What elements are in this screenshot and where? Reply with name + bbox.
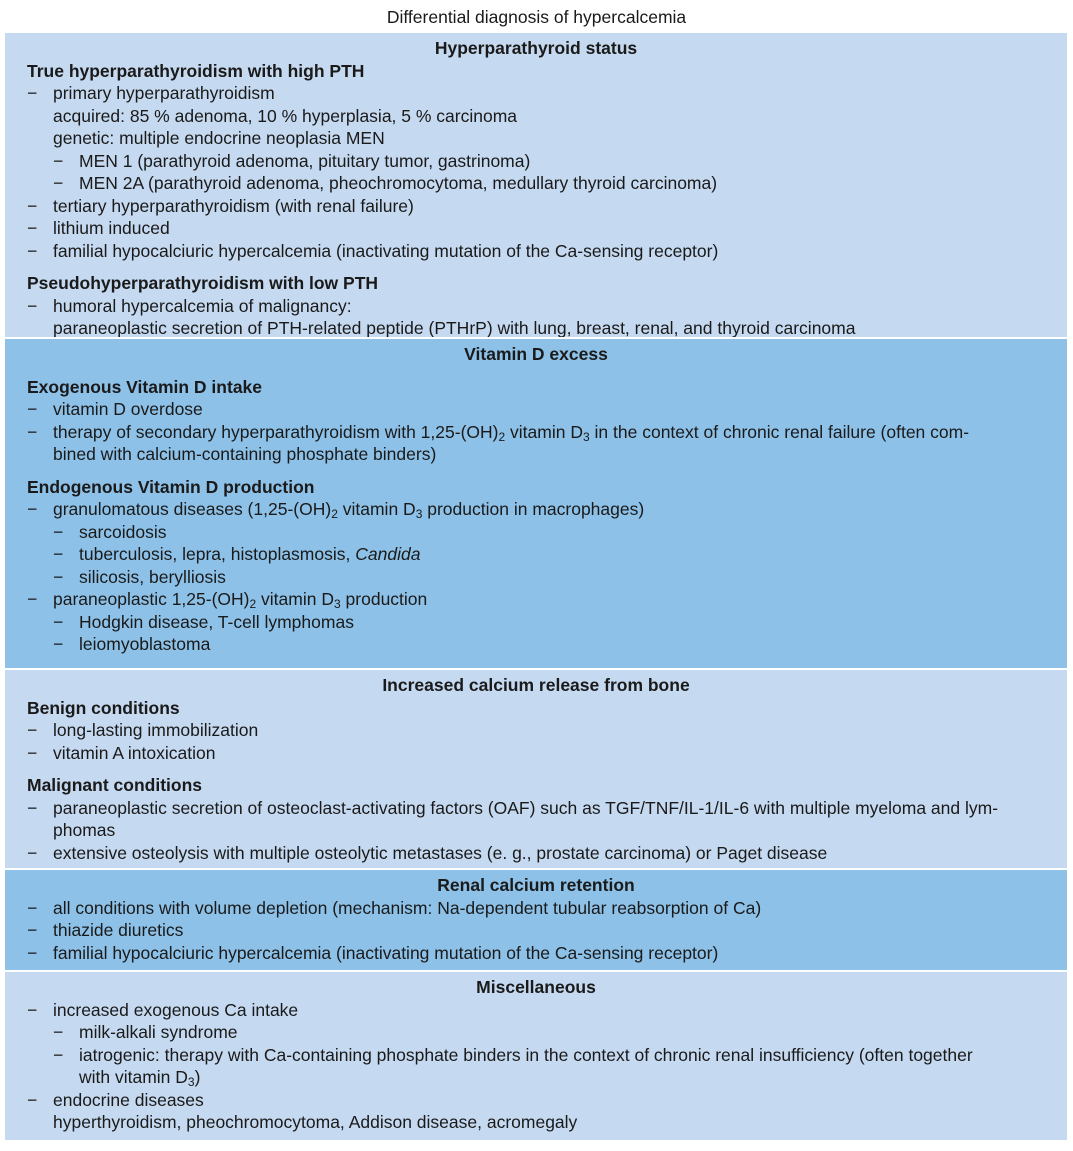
table-title: Differential diagnosis of hypercalcemia	[386, 7, 687, 27]
sub-list-item: − sarcoidosis	[53, 521, 167, 542]
list-item: − paraneoplastic $1,25-(OH)_2$ vitamin $D_3$ production	[27, 589, 428, 611]
list-item: − thiazide diuretics	[27, 920, 184, 940]
section-title: Renal calcium retention	[437, 875, 635, 895]
list-item: − therapy of secondary hyperparathyroidism with $1,25-(OH)_2$ vitamin $D_3$ in the context of chronic renal failure (often com-	[27, 421, 970, 444]
list-item: − lithium induced	[27, 218, 170, 238]
list-item: − increased exogenous Ca intake	[27, 999, 299, 1020]
list-item-continuation: hyperthyroidism, pheochromocytoma, Addison disease, acromegaly	[53, 1112, 578, 1132]
list-item-continuation: phomas	[53, 820, 116, 840]
section-title: Hyperparathyroid status	[434, 38, 638, 58]
section-increased-calcium-release-from-bone	[5, 670, 1067, 870]
list-item: − humoral hypercalcemia of malignancy:	[27, 295, 352, 316]
sub-list-item: − iatrogenic: therapy with Ca-containing phosphate binders in the context of chronic renal insufficiency (often together	[53, 1044, 973, 1065]
sub-list-item: − leiomyoblastoma	[53, 634, 211, 654]
list-item: − vitamin A intoxication	[27, 742, 216, 763]
list-item-continuation: genetic: multiple endocrine neoplasia MEN	[53, 128, 385, 148]
group-title: Pseudohyperparathyroidism with low PTH	[27, 273, 379, 293]
list-item: − extensive osteolysis with multiple osteolytic metastases (e. g., prostate carcinoma) or Paget disease	[27, 842, 828, 863]
group-title: Exogenous Vitamin D intake	[27, 376, 263, 397]
section-title: Miscellaneous	[476, 977, 596, 997]
group-title: Endogenous Vitamin D production	[27, 476, 315, 497]
list-item: − tertiary hyperparathyroidism (with renal failure)	[27, 195, 414, 216]
section-title: Vitamin D excess	[464, 344, 608, 364]
section-vitamin-d-excess	[5, 339, 1067, 670]
sub-list-item: − silicosis, berylliosis	[53, 566, 226, 587]
section-renal-calcium-retention	[5, 870, 1067, 972]
list-item: − familial hypocalciuric hypercalcemia (inactivating mutation of the Ca-sensing receptor)	[27, 240, 719, 261]
diagnosis-table	[5, 33, 1067, 1142]
group-title: Malignant conditions	[27, 775, 202, 795]
sub-list-item: − MEN 1 (parathyroid adenoma, pituitary tumor, gastrinoma)	[53, 150, 531, 171]
list-item-continuation: bined with calcium-containing phosphate binders)	[53, 444, 437, 464]
list-item: − vitamin D overdose	[27, 399, 203, 419]
list-item: − familial hypocalciuric hypercalcemia (inactivating mutation of the Ca-sensing receptor)	[27, 942, 719, 963]
group-title: True hyperparathyroidism with high PTH	[27, 60, 365, 81]
section-miscellaneous	[5, 972, 1067, 1142]
sub-list-item: − MEN 2A (parathyroid adenoma, pheochromocytoma, medullary thyroid carcinoma)	[53, 173, 718, 193]
list-item: − endocrine diseases	[27, 1089, 204, 1110]
list-item-continuation: paraneoplastic secretion of PTH-related peptide (PTHrP) with lung, breast, renal, and thyroid carcinoma	[53, 318, 856, 338]
list-item: − granulomatous diseases ($1,25-(OH)_2$ vitamin $D_3$ production in macrophages)	[27, 499, 645, 521]
list-item: − primary hyperparathyroidism	[27, 83, 275, 103]
list-item-continuation: acquired: 85 % adenoma, 10 % hyperplasia, 5 % carcinoma	[53, 105, 518, 126]
section-hyperparathyroid-status	[5, 33, 1067, 339]
sub-list-item: − milk-alkali syndrome	[53, 1022, 238, 1042]
sub-list-item: − Hodgkin disease, T-cell lymphomas	[53, 611, 354, 632]
sub-list-item: − tuberculosis, lepra, histoplasmosis, Candida	[53, 544, 421, 564]
section-title: Increased calcium release from bone	[382, 675, 690, 695]
list-item: − all conditions with volume depletion (mechanism: Na-dependent tubular reabsorption of Ca)	[27, 897, 762, 918]
sub-list-item-continuation: with vitamin $D_3$)	[79, 1067, 201, 1089]
list-item: − long-lasting immobilization	[27, 720, 259, 740]
group-title: Benign conditions	[27, 697, 180, 718]
list-item: − paraneoplastic secretion of osteoclast-activating factors (OAF) such as TGF/TNF/IL-1/IL-6 with multiple myeloma and lym-	[27, 797, 999, 818]
